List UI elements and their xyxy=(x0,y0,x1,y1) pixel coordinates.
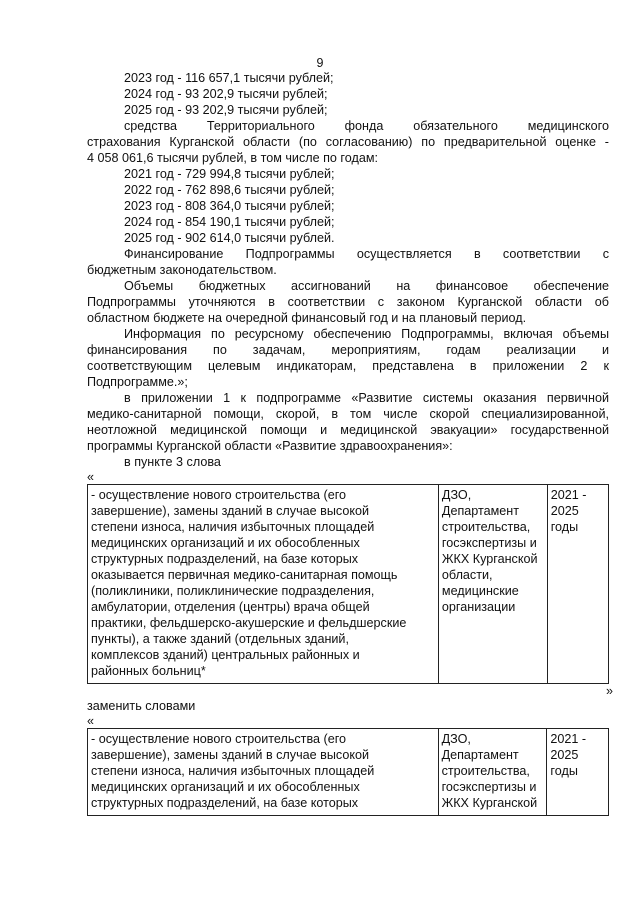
year-line: 2024 год - 854 190,1 тысячи рублей; xyxy=(124,215,335,229)
paragraph-line: неотложной медицинской помощи и медицинской эвакуации» государственной xyxy=(87,423,609,437)
table-row xyxy=(88,729,609,816)
paragraph-line: финансирования по задачам, мероприятиям, годам реализации и xyxy=(87,343,609,357)
table-cell-executor: ДЗО, Департамент строительства, госэкспертизы и ЖКХ Курганской xyxy=(438,729,547,816)
paragraph-annex xyxy=(87,390,609,454)
paragraph-line: средства Территориального фонда обязательного медицинского xyxy=(124,119,609,133)
year-line: 2023 год - 808 364,0 тысячи рублей; xyxy=(124,199,335,213)
paragraph-line: Подпрограммы уточняются в соответствии с законом Курганской области об xyxy=(87,295,609,309)
paragraph-fund xyxy=(87,118,609,166)
replace-label: заменить словами xyxy=(87,699,196,713)
paragraph-line: страхования Курганской области (по согласованию) по предварительной оценке - xyxy=(87,135,609,149)
table-row xyxy=(88,485,609,684)
table-replacement-text xyxy=(87,728,609,816)
close-quote: » xyxy=(605,684,613,698)
page-number: 9 xyxy=(316,56,324,70)
in-point-label: в пункте 3 слова xyxy=(124,455,221,469)
table-cell-period: 2021 - 2025 годы xyxy=(547,729,609,816)
paragraph-line: программы Курганской области «Развитие здравоохранения»: xyxy=(87,439,453,453)
paragraph-line: 4 058 061,6 тысячи рублей, в том числе по годам: xyxy=(87,151,378,165)
open-quote: « xyxy=(87,470,95,484)
paragraph-volumes xyxy=(87,278,609,326)
year-line: 2025 год - 93 202,9 тысячи рублей; xyxy=(124,103,328,117)
paragraph-line: соответствующим целевым индикаторам, представлена в приложении 2 к xyxy=(87,359,609,373)
year-line: 2021 год - 729 994,8 тысячи рублей; xyxy=(124,167,335,181)
table-original-text xyxy=(87,484,609,684)
paragraph-line: бюджетным законодательством. xyxy=(87,263,277,277)
paragraph-line: Объемы бюджетных ассигнований на финансовое обеспечение xyxy=(124,279,609,293)
table-cell-activity: - осуществление нового строительства (его завершение), замены зданий в случае высокой степени износа, наличия избыточных площадей медицинских организаций и их обособленных структурных подразделений, на базе которых xyxy=(88,729,439,816)
paragraph-info xyxy=(87,326,609,390)
year-line: 2025 год - 902 614,0 тысячи рублей. xyxy=(124,231,335,245)
year-line: 2023 год - 116 657,1 тысячи рублей; xyxy=(124,71,334,85)
year-line: 2022 год - 762 898,6 тысячи рублей; xyxy=(124,183,335,197)
paragraph-line: Подпрограмме.»; xyxy=(87,375,188,389)
paragraph-line: Информация по ресурсному обеспечению Подпрограммы, включая объемы xyxy=(124,327,609,341)
paragraph-line: медико-санитарной помощи, скорой, в том числе скорой специализированной, xyxy=(87,407,609,421)
paragraph-line: Финансирование Подпрограммы осуществляется в соответствии с xyxy=(124,247,609,261)
table-cell-executor: ДЗО, Департамент строительства, госэкспертизы и ЖКХ Курганской области, медицинские организации xyxy=(438,485,547,684)
document-body xyxy=(87,70,613,816)
table-cell-activity: - осуществление нового строительства (его завершение), замены зданий в случае высокой степени износа, наличия избыточных площадей медицинских организаций и их обособленных структурных подразделений, на базе которых оказывается первичная медико-санитарная помощь (поликлиники, поликлинические подразделения, амбулатории, отделения (центры) врача общей практики, фельдшерско-акушерские и фельдшерские пункты), а также зданий (отдельных зданий, комплексов зданий) центральных районных и районных больниц* xyxy=(88,485,439,684)
year-line: 2024 год - 93 202,9 тысячи рублей; xyxy=(124,87,328,101)
table-cell-period: 2021 - 2025 годы xyxy=(547,485,608,684)
paragraph-line: в приложении 1 к подпрограмме «Развитие системы оказания первичной xyxy=(124,391,609,405)
paragraph-financing xyxy=(87,246,609,278)
open-quote: « xyxy=(87,714,95,728)
paragraph-line: областном бюджете на очередной финансовый год и на плановый период. xyxy=(87,311,527,325)
